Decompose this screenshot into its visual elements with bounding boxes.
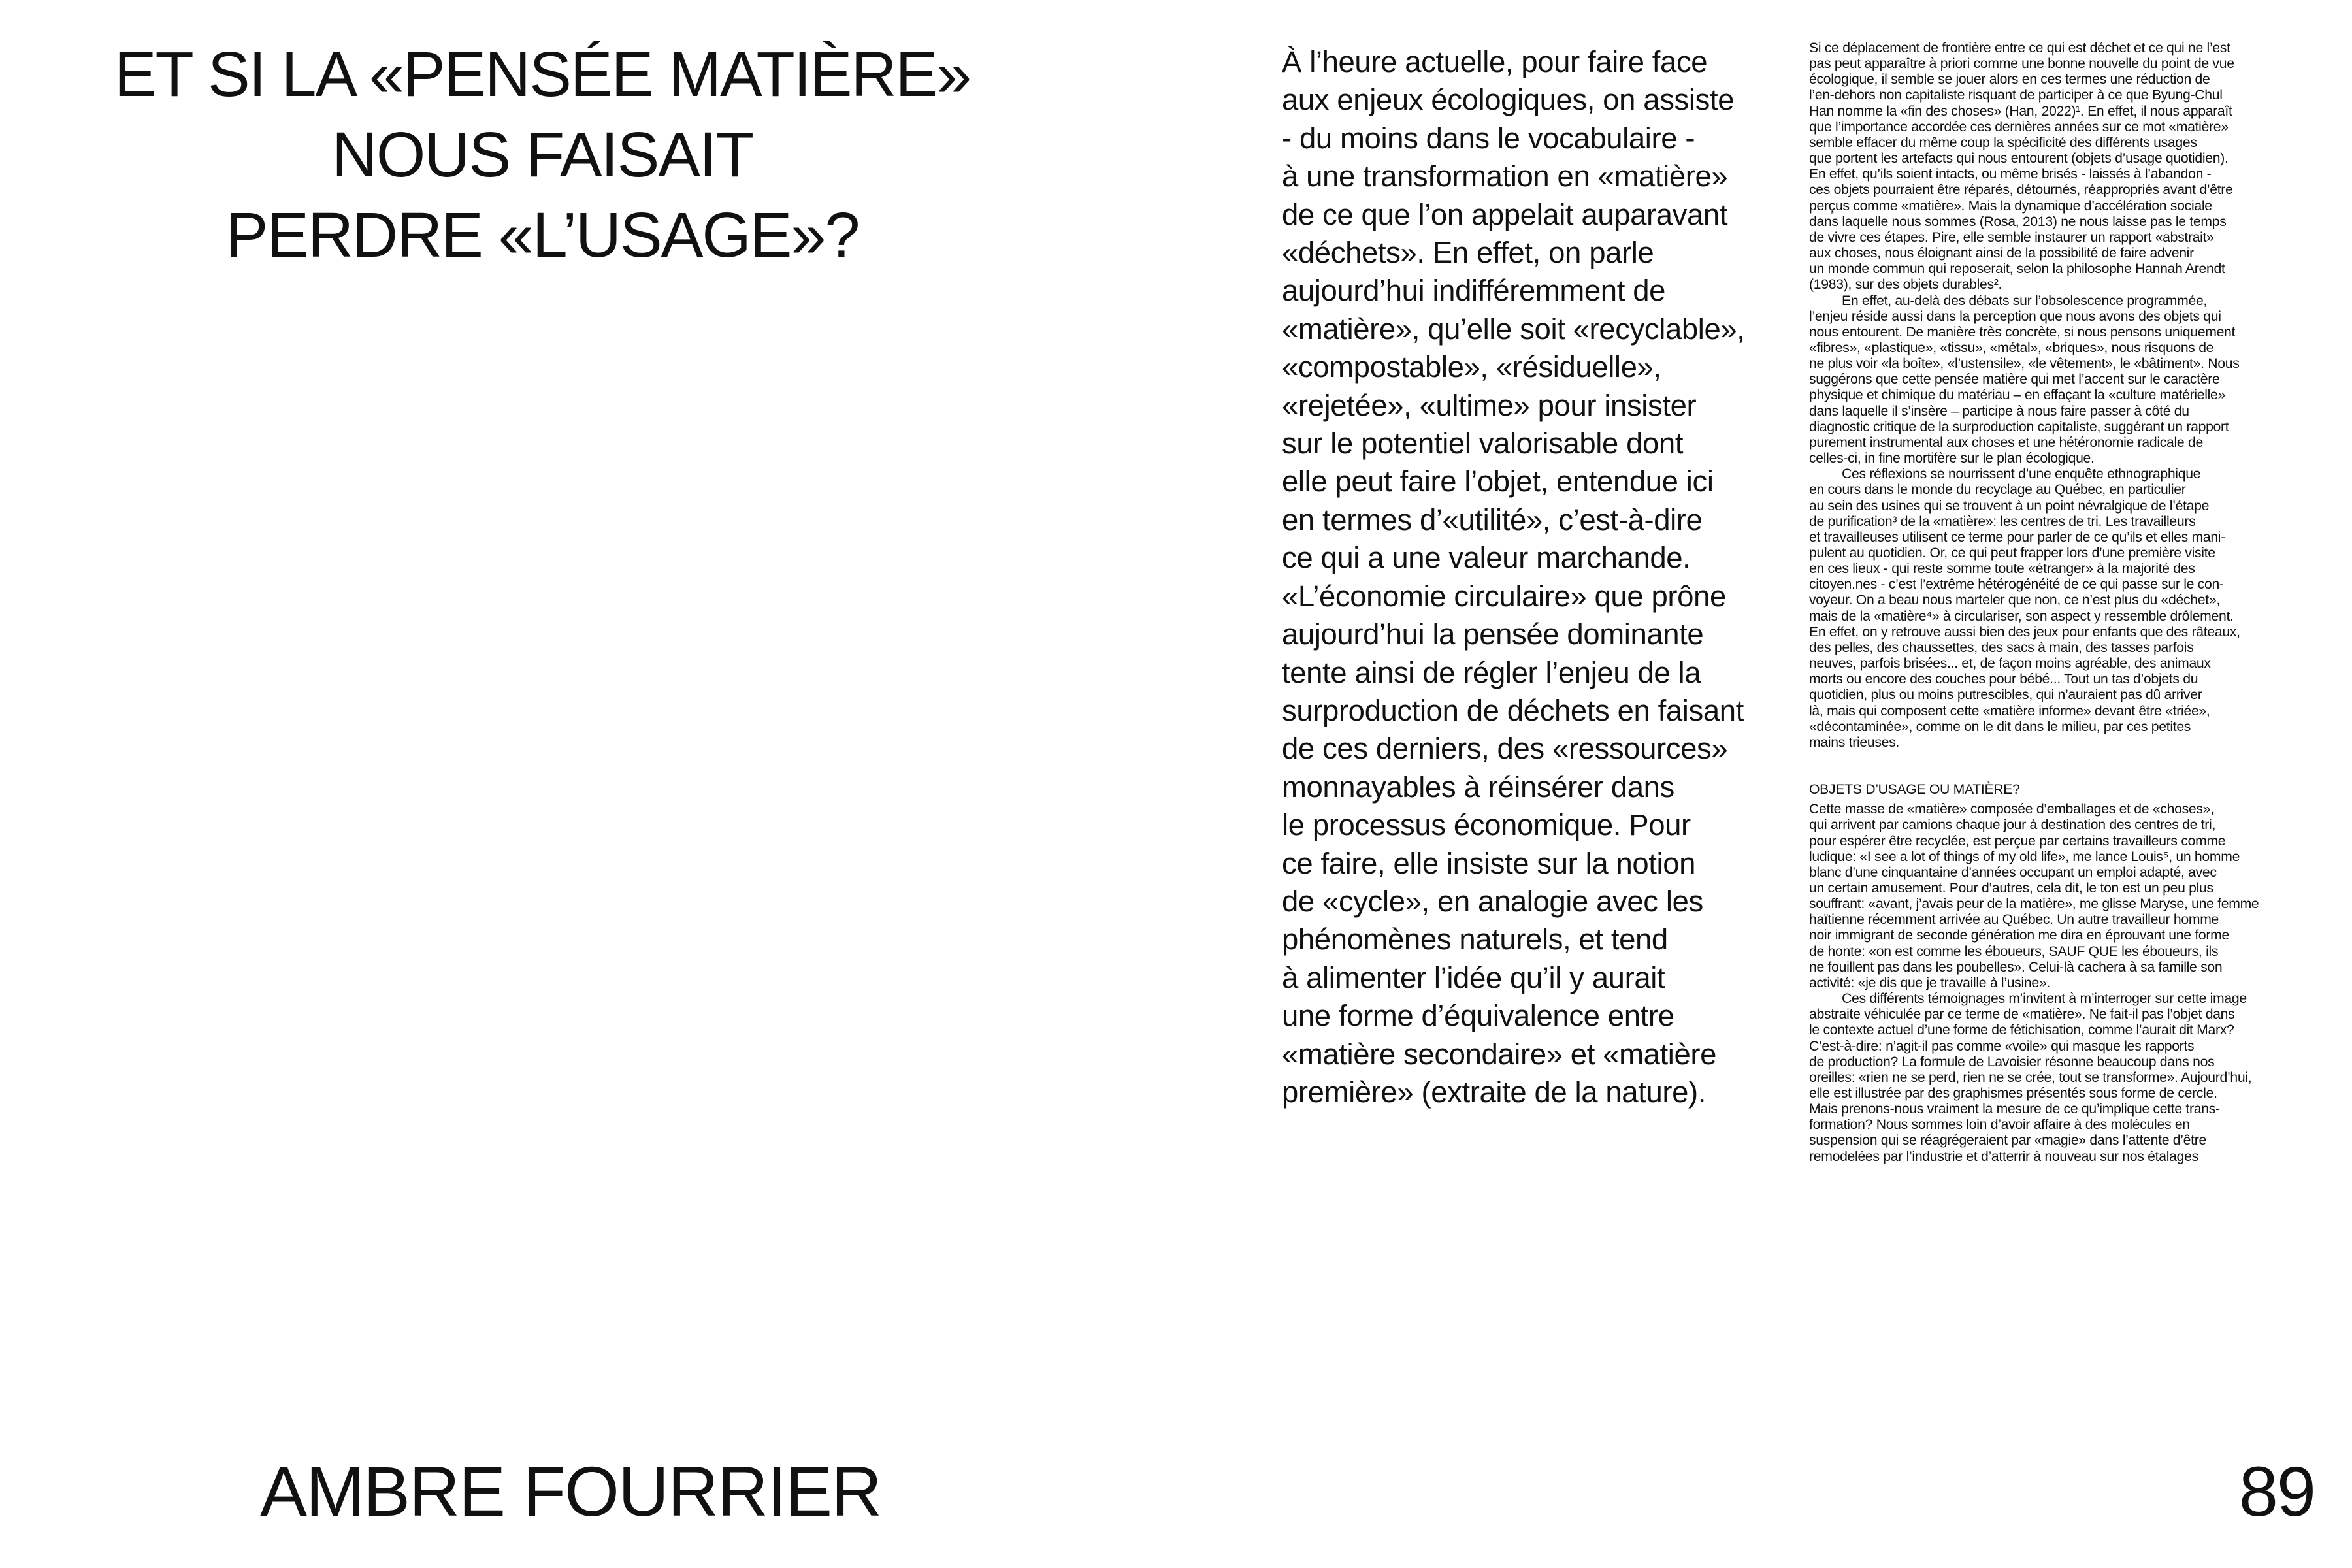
body-line: quotidien, plus ou moins putrescibles, qui n’auraient pas dû arriver — [1809, 687, 2202, 703]
body-line: C’est-à-dire: n’agit-il pas comme «voile» qui masque les rapports — [1809, 1038, 2195, 1054]
body-line: formation? Nous sommes loin d’avoir affaire à des molécules en — [1809, 1117, 2190, 1133]
lead-line: ce qui a une valeur marchande. — [1282, 541, 1691, 575]
lead-line: «rejetée», «ultime» pour insister — [1282, 388, 1697, 422]
body-line: Ces différents témoignages m’invitent à m’interroger sur cette image — [1842, 991, 2247, 1007]
body-line: purement instrumental aux choses et une hétéronomie radicale de — [1809, 434, 2203, 450]
lead-line: une forme d’équivalence entre — [1282, 999, 1674, 1033]
body-line: «décontaminée», comme on le dit dans le milieu, par ces petites — [1809, 719, 2191, 734]
body-line: noir immigrant de seconde génération me dira en éprouvant une forme — [1809, 928, 2229, 943]
body-line: blanc d’une cinquantaine d’années occupant un emploi adapté, avec — [1809, 864, 2217, 880]
body-line: pour espérer être recyclée, est perçue par certains travailleurs comme — [1809, 833, 2226, 849]
lead-line: monnayables à réinsérer dans — [1282, 770, 1674, 804]
lead-line: «compostable», «résiduelle», — [1282, 350, 1661, 384]
body-line: remodelées par l’industrie et d’atterrir à nouveau sur nos étalages — [1809, 1149, 2198, 1164]
lead-line: «matière», qu’elle soit «recyclable», — [1282, 312, 1745, 346]
body-line: de honte: «on est comme les éboueurs, SAUF QUE les éboueurs, ils — [1809, 943, 2219, 959]
body-line: en cours dans le monde du recyclage au Québec, en particulier — [1809, 482, 2186, 498]
body-line: ludique: «I see a lot of things of my old life», me lance Louis⁵, un homme — [1809, 849, 2240, 864]
title-line: ET SI LA «PENSÉE MATIÈRE» — [114, 39, 971, 110]
body-line: neuves, parfois brisées... et, de façon moins agréable, des animaux — [1809, 656, 2211, 672]
lead-line: phénomènes naturels, et tend — [1282, 923, 1668, 956]
body-line: que l’importance accordée ces dernières années sur ce mot «matière» — [1809, 119, 2229, 135]
lead-line: à une transformation en «matière» — [1282, 159, 1728, 193]
body-line: aux choses, nous éloignant ainsi de la possibilité de faire advenir — [1809, 246, 2194, 261]
body-line: mais de la «matière⁴» à circulariser, son aspect y ressemble drôlement. — [1809, 608, 2234, 624]
body-line: au sein des usines qui se trouvent à un point névralgique de l’étape — [1809, 498, 2210, 514]
body-line: de purification³ de la «matière»: les centres de tri. Les travailleurs — [1809, 514, 2196, 529]
lead-paragraph — [1282, 43, 1778, 1111]
body-line: souffrant: «avant, j’avais peur de la matière», me glisse Maryse, une femme — [1809, 896, 2259, 912]
body-line: En effet, qu’ils soient intacts, ou même brisés - laissés à l’abandon - — [1809, 167, 2212, 182]
body-line: qui arrivent par camions chaque jour à destination des centres de tri, — [1809, 817, 2216, 833]
body-line: et travailleuses utilisent ce terme pour parler de ce qu’ils et elles mani- — [1809, 529, 2225, 545]
lead-line: en termes d’«utilité», c’est-à-dire — [1282, 502, 1703, 536]
body-line: Ces réflexions se nourrissent d’une enquête ethnographique — [1842, 466, 2201, 482]
lead-line: à alimenter l’idée qu’il y aurait — [1282, 960, 1665, 994]
body-line: activité: «je dis que je travaille à l’usine». — [1809, 975, 2050, 990]
body-line: «fibres», «plastique», «tissu», «métal», «briques», nous risquons de — [1809, 340, 2214, 355]
body-line: mains trieuses. — [1809, 734, 1899, 750]
lead-line: «matière secondaire» et «matière — [1282, 1037, 1717, 1071]
title-line: NOUS FAISAIT — [331, 119, 753, 190]
lead-line: le processus économique. Pour — [1282, 808, 1691, 842]
body-line: pas peut apparaître à priori comme une bonne nouvelle du point de vue — [1809, 56, 2234, 72]
body-line: un monde commun qui reposerait, selon la philosophe Hannah Arendt — [1809, 261, 2225, 277]
body-line: (1983), sur des objets durables². — [1809, 277, 2002, 293]
body-line: ne fouillent pas dans les poubelles». Celui-là cachera à sa famille son — [1809, 959, 2223, 975]
article-title — [39, 34, 1045, 275]
body-line: de production? La formule de Lavoisier résonne beaucoup dans nos — [1809, 1054, 2215, 1070]
body-line: des pelles, des chaussettes, des sacs à main, des tasses parfois — [1809, 640, 2194, 655]
body-line: celles-ci, in fine mortifère sur le plan écologique. — [1809, 451, 2095, 466]
body-line: Mais prenons-nous vraiment la mesure de ce qu’implique cette trans- — [1809, 1102, 2220, 1117]
body-line: nous entourent. De manière très concrète, si nous pensons uniquement — [1809, 324, 2236, 340]
body-column — [1809, 41, 2319, 1165]
lead-line: «L’économie circulaire» que prône — [1282, 579, 1726, 613]
body-line: l’en-dehors non capitaliste risquant de participer à ce que Byung-Chul — [1809, 88, 2223, 103]
lead-line: surproduction de déchets en faisant — [1282, 693, 1744, 727]
author-name: AMBRE FOURRIER — [260, 1452, 881, 1531]
body-line: Si ce déplacement de frontière entre ce qui est déchet et ce qui ne l’est — [1809, 41, 2230, 56]
body-line: le contexte actuel d’une forme de fétichisation, comme l’aurait dit Marx? — [1809, 1022, 2234, 1038]
body-line: pulent au quotidien. Or, ce qui peut frapper lors d’une première visite — [1809, 546, 2215, 561]
lead-line: «déchets». En effet, on parle — [1282, 236, 1654, 270]
body-paragraph — [1809, 802, 2319, 991]
section-spacer — [1809, 751, 2319, 782]
body-line: elle est illustrée par des graphismes présentés sous forme de cercle. — [1809, 1086, 2217, 1101]
lead-line: aujourd’hui indifféremment de — [1282, 274, 1666, 308]
body-line: suggérons que cette pensée matière qui met l’accent sur le caractère — [1809, 372, 2220, 387]
lead-line: de ces derniers, des «ressources» — [1282, 732, 1728, 766]
lead-line: - du moins dans le vocabulaire - — [1282, 121, 1695, 155]
body-line: là, mais qui composent cette «matière informe» devant être «triée», — [1809, 703, 2210, 719]
body-line: oreilles: «rien ne se perd, rien ne se crée, tout se transforme». Aujourd’hui, — [1809, 1070, 2252, 1085]
title-line: PERDRE «L’USAGE»? — [225, 199, 859, 270]
body-line: dans laquelle nous sommes (Rosa, 2013) ne nous laisse pas le temps — [1809, 214, 2227, 229]
lead-line: aujourd’hui la pensée dominante — [1282, 617, 1704, 651]
lead-line: ce faire, elle insiste sur la notion — [1282, 846, 1696, 880]
lead-line: tente ainsi de régler l’enjeu de la — [1282, 655, 1701, 689]
body-line: un certain amusement. Pour d’autres, cela dit, le ton est un peu plus — [1809, 880, 2213, 896]
body-line: semble effacer du même coup la spécificité des différents usages — [1809, 135, 2197, 150]
body-paragraph — [1809, 466, 2319, 751]
lead-line: aux enjeux écologiques, on assiste — [1282, 83, 1735, 117]
body-line: Cette masse de «matière» composée d’emballages et de «choses», — [1809, 802, 2214, 817]
body-line: voyeur. On a beau nous marteler que non, ce n’est plus du «déchet», — [1809, 593, 2220, 608]
body-line: En effet, au-delà des débats sur l’obsolescence programmée, — [1842, 293, 2208, 308]
lead-line: de ce que l’on appelait auparavant — [1282, 197, 1728, 231]
body-line: Han nomme la «fin des choses» (Han, 2022)¹. En effet, il nous apparaît — [1809, 103, 2232, 119]
lead-line: de «cycle», en analogie avec les — [1282, 884, 1703, 918]
body-line: que portent les artefacts qui nous entourent (objets d’usage quotidien). — [1809, 151, 2229, 167]
lead-line: sur le potentiel valorisable dont — [1282, 427, 1684, 461]
body-line: abstraite véhiculée par ce terme de «matière». Ne fait-il pas l’objet dans — [1809, 1007, 2235, 1022]
body-line: En effet, on y retrouve aussi bien des jeux pour enfants que des râteaux, — [1809, 624, 2240, 640]
body-line: ne plus voir «la boîte», «l’ustensile», «le vêtement», le «bâtiment». Nous — [1809, 356, 2240, 372]
body-paragraph — [1809, 293, 2319, 467]
body-line: physique et chimique du matériau – en effaçant la «culture matérielle» — [1809, 387, 2225, 403]
section-heading: OBJETS D’USAGE OU MATIÈRE? — [1809, 782, 2020, 798]
body-line: dans laquelle il s’insère – participe à nous faire passer à côté du — [1809, 403, 2189, 419]
body-line: de vivre ces étapes. Pire, elle semble instaurer un rapport «abstrait» — [1809, 229, 2214, 245]
body-paragraph — [1809, 991, 2319, 1165]
page-number: 89 — [2238, 1452, 2315, 1531]
body-line: citoyen.nes - c’est l’extrême hétérogénéité de ce qui passe sur le con- — [1809, 577, 2224, 593]
lead-line: À l’heure actuelle, pour faire face — [1282, 45, 1708, 78]
body-line: morts ou encore des couches pour bébé... Tout un tas d’objets du — [1809, 672, 2198, 687]
body-paragraph — [1809, 41, 2319, 293]
body-line: écologique, il semble se jouer alors en ces termes une réduction de — [1809, 72, 2210, 88]
body-line: haïtienne récemment arrivée au Québec. Un autre travailleur homme — [1809, 912, 2219, 928]
body-line: perçus comme «matière». Mais la dynamique d’accélération sociale — [1809, 198, 2212, 214]
body-line: suspension qui se réagrégeraient par «magie» dans l’attente d’être — [1809, 1133, 2206, 1149]
body-line: l’enjeu réside aussi dans la perception que nous avons des objets qui — [1809, 308, 2221, 324]
lead-line: première» (extraite de la nature). — [1282, 1075, 1706, 1109]
lead-line: elle peut faire l’objet, entendue ici — [1282, 465, 1714, 498]
body-line: ces objets pourraient être réparés, détournés, réappropriés avant d’être — [1809, 182, 2233, 198]
body-line: diagnostic critique de la surproduction capitaliste, suggérant un rapport — [1809, 419, 2229, 434]
body-line: en ces lieux - qui reste somme toute «étranger» à la majorité des — [1809, 561, 2195, 577]
